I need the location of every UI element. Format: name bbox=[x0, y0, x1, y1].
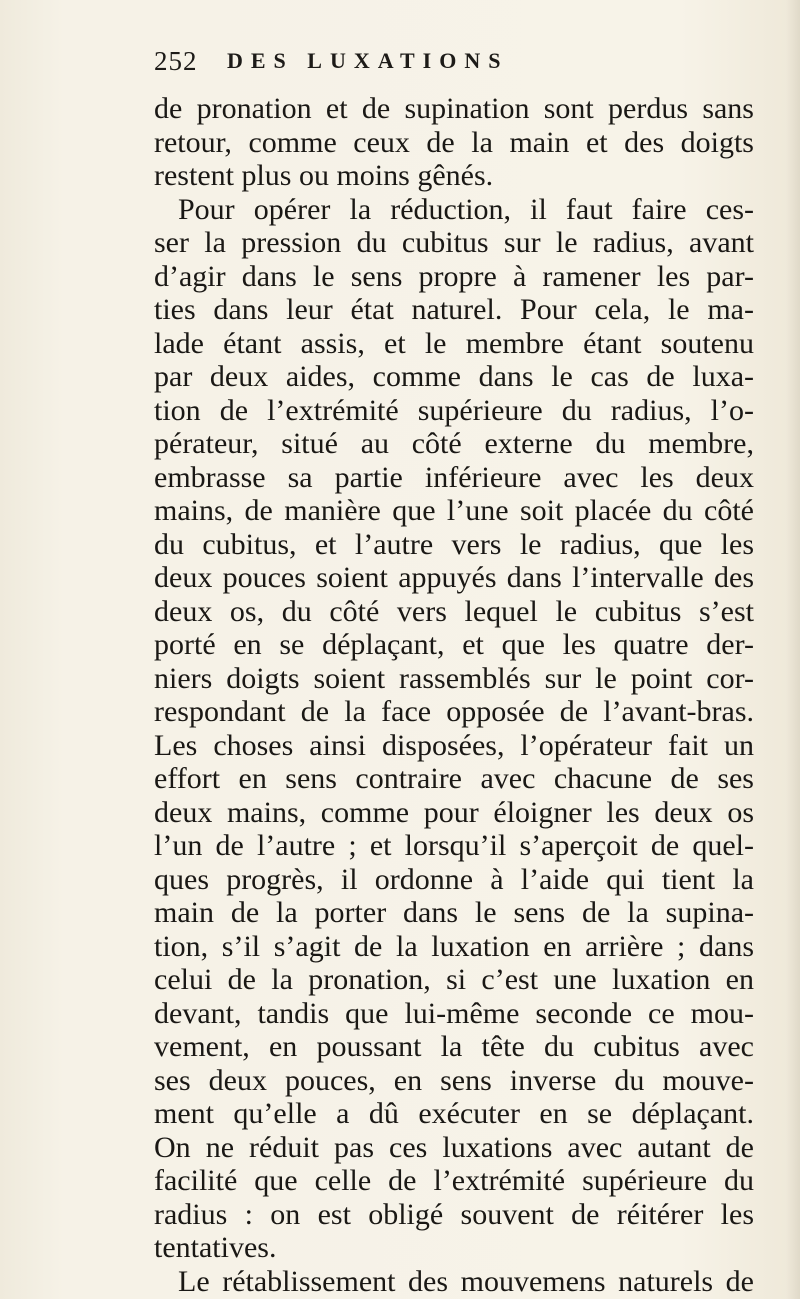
page-edge-shadow bbox=[786, 0, 800, 1299]
text-line: ques progrès, il ordonne à l’aide qui tient la bbox=[154, 862, 754, 896]
text-line: mains, de manière que l’une soit placée du côté bbox=[154, 494, 754, 527]
text-line: celui de la pronation, si c’est une luxation en bbox=[154, 963, 754, 996]
text-line: Les choses ainsi disposées, l’opérateur fait un bbox=[154, 728, 754, 762]
page-number: 252 bbox=[154, 46, 198, 76]
text-line: radius : on est obligé souvent de réitérer les bbox=[154, 1197, 754, 1231]
text-line: retour, comme ceux de la main et des doigts bbox=[154, 125, 754, 159]
text-line: effort en sens contraire avec chacune de ses bbox=[154, 762, 754, 795]
body-text bbox=[154, 92, 754, 1298]
text-line: Pour opérer la réduction, il faut faire ces- bbox=[178, 192, 754, 226]
text-line: ses deux pouces, en sens inverse du mouve- bbox=[154, 1063, 754, 1097]
text-line: l’un de l’autre ; et lorsqu’il s’aperçoit de quel- bbox=[154, 829, 754, 862]
text-line: deux mains, comme pour éloigner les deux os bbox=[154, 795, 754, 829]
text-line: par deux aides, comme dans le cas de luxa- bbox=[154, 360, 754, 393]
text-line: porté en se déplaçant, et que les quatre der- bbox=[154, 628, 754, 661]
text-line: devant, tandis que lui-même seconde ce mou- bbox=[154, 996, 754, 1030]
text-line: restent plus ou moins gênés. bbox=[154, 159, 494, 192]
text-line: niers doigts soient rassemblés sur le point cor- bbox=[154, 661, 754, 695]
text-line: du cubitus, et l’autre vers le radius, que les bbox=[154, 527, 754, 561]
text-line: Le rétablissement des mouvemens naturels de bbox=[178, 1264, 754, 1298]
text-line: facilité que celle de l’extrémité supérieure du bbox=[154, 1164, 754, 1197]
text-line: vement, en poussant la tête du cubitus avec bbox=[154, 1030, 754, 1063]
text-line: tentatives. bbox=[154, 1231, 277, 1264]
text-line: ment qu’elle a dû exécuter en se déplaçant. bbox=[154, 1097, 754, 1130]
running-title: DES LUXATIONS bbox=[227, 48, 509, 73]
text-line: lade étant assis, et le membre étant soutenu bbox=[154, 326, 754, 360]
text-line: tion de l’extrémité supérieure du radius, l’o- bbox=[154, 393, 754, 427]
text-line: embrasse sa partie inférieure avec les deux bbox=[154, 460, 754, 494]
text-line: deux os, du côté vers lequel le cubitus s’est bbox=[154, 594, 754, 628]
text-line: respondant de la face opposée de l’avant-bras. bbox=[154, 695, 754, 728]
text-line: ser la pression du cubitus sur le radius, avant bbox=[154, 226, 754, 259]
text-line: pérateur, situé au côté externe du membre, bbox=[154, 427, 754, 460]
page-header bbox=[154, 46, 714, 86]
text-line: de pronation et de supination sont perdus sans bbox=[154, 92, 754, 125]
text-line: On ne réduit pas ces luxations avec autant de bbox=[154, 1130, 754, 1164]
text-line: tion, s’il s’agit de la luxation en arrière ; dans bbox=[154, 929, 754, 963]
text-line: deux pouces soient appuyés dans l’intervalle des bbox=[154, 561, 754, 594]
text-line: main de la porter dans le sens de la supina- bbox=[154, 896, 754, 929]
text-line: d’agir dans le sens propre à ramener les par- bbox=[154, 259, 754, 293]
text-line: ties dans leur état naturel. Pour cela, le ma- bbox=[154, 293, 754, 326]
